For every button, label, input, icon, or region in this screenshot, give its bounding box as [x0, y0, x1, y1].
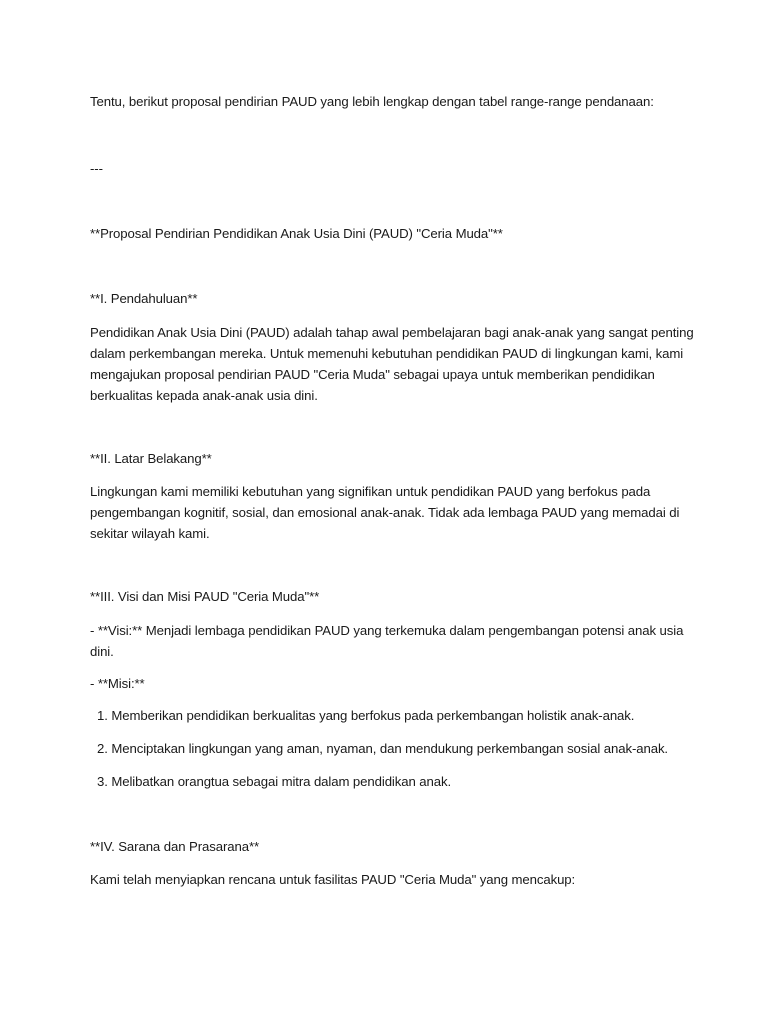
- paragraph-line: mengajukan proposal pendirian PAUD "Ceria Muda" sebagai upaya untuk memberikan pendidikan: [90, 367, 655, 382]
- paragraph-line: Pendidikan Anak Usia Dini (PAUD) adalah tahap awal pembelajaran bagi anak-anak yang sangat penting: [90, 325, 694, 340]
- paragraph-line: berkualitas kepada anak-anak usia dini.: [90, 388, 318, 403]
- paragraph-line: pengembangan kognitif, sosial, dan emosional anak-anak. Tidak ada lembaga PAUD yang memadai di: [90, 505, 680, 520]
- paragraph-visi: [90, 620, 684, 662]
- list-item: 2. Menciptakan lingkungan yang aman, nyaman, dan mendukung perkembangan sosial anak-anak.: [97, 741, 668, 756]
- document-title: **Proposal Pendirian Pendidikan Anak Usia Dini (PAUD) "Ceria Muda"**: [90, 226, 503, 241]
- section-heading-sarana: **IV. Sarana dan Prasarana**: [90, 839, 260, 854]
- section-heading-latar-belakang: **II. Latar Belakang**: [90, 451, 212, 466]
- paragraph-pendahuluan: [90, 322, 694, 406]
- paragraph-line: dini.: [90, 644, 114, 659]
- paragraph-line: Lingkungan kami memiliki kebutuhan yang signifikan untuk pendidikan PAUD yang berfokus pada: [90, 484, 651, 499]
- paragraph-line: - **Visi:** Menjadi lembaga pendidikan PAUD yang terkemuka dalam pengembangan potensi anak usia: [90, 623, 684, 638]
- misi-label: - **Misi:**: [90, 676, 145, 691]
- paragraph-line: dalam perkembangan mereka. Untuk memenuhi kebutuhan pendidikan PAUD di lingkungan kami, kami: [90, 346, 684, 361]
- list-item: 1. Memberikan pendidikan berkualitas yang berfokus pada perkembangan holistik anak-anak.: [97, 708, 635, 723]
- paragraph-sarana: Kami telah menyiapkan rencana untuk fasilitas PAUD "Ceria Muda" yang mencakup:: [90, 872, 576, 887]
- intro-text: Tentu, berikut proposal pendirian PAUD yang lebih lengkap dengan tabel range-range pendanaan:: [90, 94, 654, 109]
- section-heading-pendahuluan: **I. Pendahuluan**: [90, 291, 198, 306]
- paragraph-line: sekitar wilayah kami.: [90, 526, 210, 541]
- section-heading-visi-misi: **III. Visi dan Misi PAUD "Ceria Muda"**: [90, 589, 320, 604]
- paragraph-latar-belakang: [90, 481, 680, 544]
- list-item: 3. Melibatkan orangtua sebagai mitra dalam pendidikan anak.: [97, 774, 452, 789]
- separator: ---: [90, 161, 103, 176]
